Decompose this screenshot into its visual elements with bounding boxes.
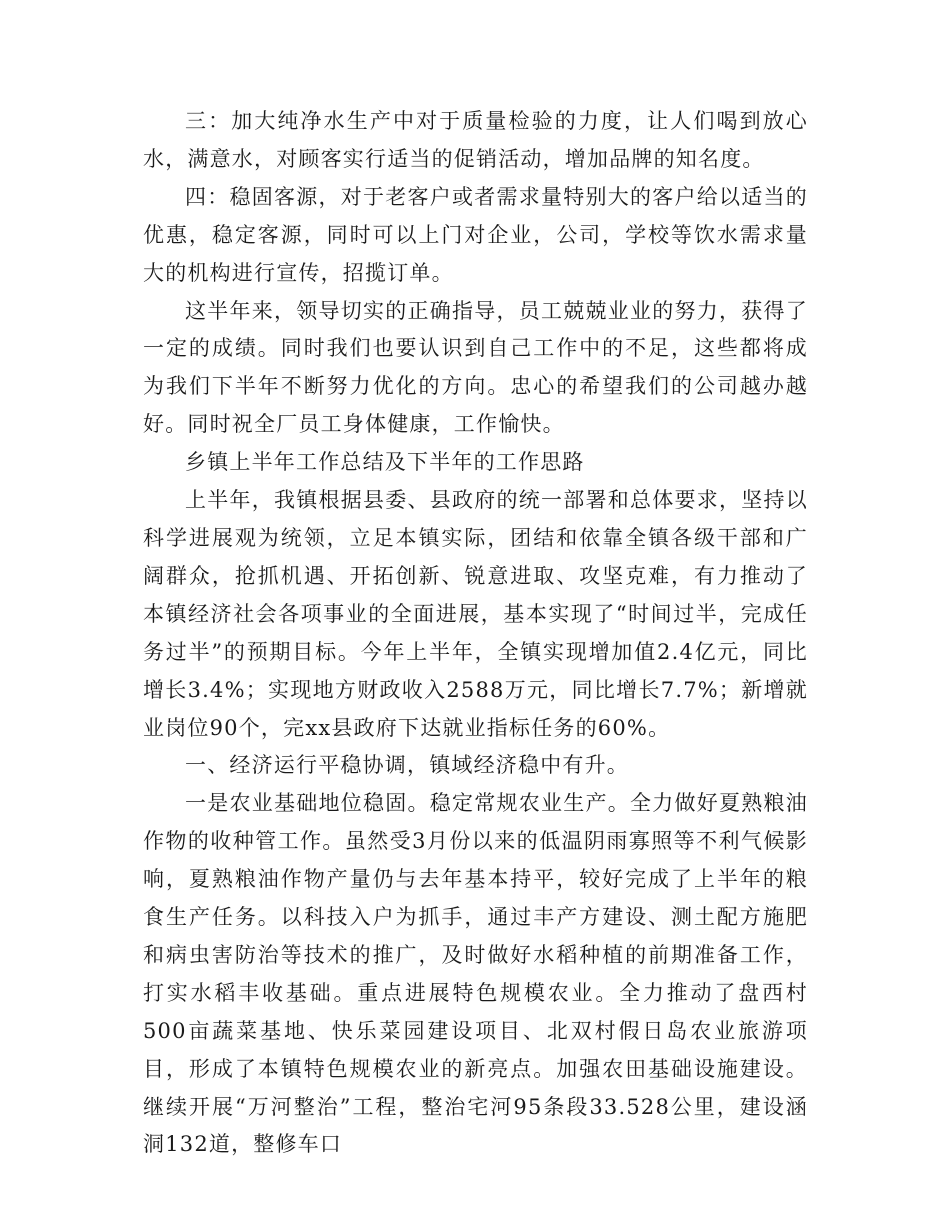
document-page [143,103,808,1164]
paragraph-township-overview: 上半年，我镇根据县委、县政府的统一部署和总体要求，坚持以科学进展观为统领，立足本镇实际，团结和依靠全镇各级干部和广阔群众，抢抓机遇、开拓创新、锐意进取、攻坚克难，有力推动了本镇经济社会各项事业的全面进展，基本实现了“时间过半，完成任务过半”的预期目标。今年上半年，全镇实现增加值2.4亿元，同比增长3.4%；实现地方财政收入2588万元，同比增长7.7%；新增就业岗位90个，完xx县政府下达就业指标任务的60%。 [143,488,808,740]
paragraph-customer-retention: 四：稳固客源，对于老客户或者需求量特别大的客户给以适当的优惠，稳定客源，同时可以上门对企业，公司，学校等饮水需求量大的机构进行宣传，招揽订单。 [143,184,808,285]
section-heading-economy: 一、经济运行平稳协调，镇域经济稳中有升。 [185,753,629,778]
paragraph-half-year-summary: 这半年来，领导切实的正确指导，员工兢兢业业的努力，获得了一定的成绩。同时我们也要认识到自己工作中的不足，这些都将成为我们下半年不断努力优化的方向。忠心的希望我们的公司越办越好。同时祝全厂员工身体健康，工作愉快。 [143,298,808,437]
paragraph-quality-inspection: 三：加大纯净水生产中对于质量检验的力度，让人们喝到放心水，满意水，对顾客实行适当的促销活动，增加品牌的知名度。 [143,109,808,171]
paragraph-agriculture: 一是农业基础地位稳固。稳定常规农业生产。全力做好夏熟粮油作物的收种管工作。虽然受3月份以来的低温阴雨寡照等不利气候影响，夏熟粮油作物产量仍与去年基本持平，较好完成了上半年的粮食生产任务。以科技入户为抓手，通过丰产方建设、测土配方施肥和病虫害防治等技术的推广，及时做好水稻种植的前期准备工作，打实水稻丰收基础。重点进展特色规模农业。全力推动了盘西村500亩蔬菜基地、快乐菜园建设项目、北双村假日岛农业旅游项目，形成了本镇特色规模农业的新亮点。加强农田基础设施建设。继续开展“万河整治”工程，整治宅河95条段33.528公里，建设涵洞132道，整修车口 [143,791,808,1157]
section-title: 乡镇上半年工作总结及下半年的工作思路 [185,450,585,475]
